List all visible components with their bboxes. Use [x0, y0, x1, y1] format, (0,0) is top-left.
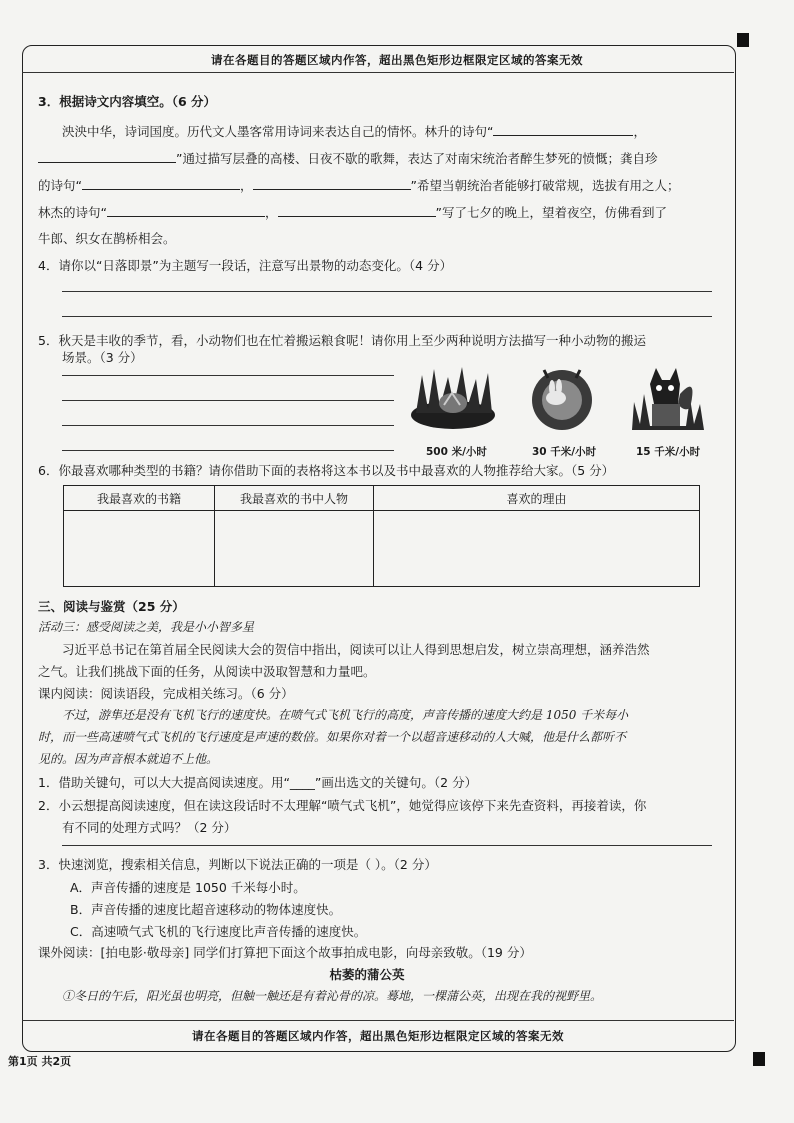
table-header-book: 我最喜欢的书籍 [64, 486, 215, 511]
table-header-row [64, 486, 700, 511]
q3-line4-c: ”写了七夕的晚上，望着夜空，仿佛看到了 [435, 205, 667, 220]
q3-line2 [38, 149, 657, 167]
q6-title: 6．你最喜欢哪种类型的书籍？请你借助下面的表格将这本书以及书中最喜欢的人物推荐给大家。（5 分） [38, 463, 615, 478]
rabbit-illustration [528, 368, 596, 432]
book-recommendation-table [63, 485, 700, 587]
q3-blank-2[interactable] [38, 150, 176, 163]
reading-q2-line-2: 有不同的处理方式吗？（2 分） [62, 820, 237, 835]
table-cell-book[interactable] [64, 511, 215, 587]
reading-q1: 1．借助关键句，可以大大提高阅读速度。用“____”画出选文的关键句。（2 分） [38, 775, 478, 790]
q3-line3 [38, 176, 679, 194]
q3-blank-6[interactable] [278, 204, 436, 217]
option-a[interactable]: A．声音传播的速度是 1050 千米每小时。 [70, 880, 306, 895]
table-header-character: 我最喜欢的书中人物 [215, 486, 374, 511]
passage-line-3: 见的。因为声音根本就追不上他。 [38, 752, 219, 766]
q5-answer-line-2[interactable] [62, 400, 394, 401]
reading-q3: 3．快速浏览，搜索相关信息，判断以下说法正确的一项是（ ）。（2 分） [38, 857, 437, 872]
q3-line4-b: ， [264, 205, 278, 220]
option-b[interactable]: B．声音传播的速度比超音速移动的物体速度快。 [70, 902, 342, 917]
page-number: 第1页 共2页 [8, 1055, 72, 1068]
q3-line1 [62, 122, 646, 140]
section3-title: 三、阅读与鉴赏（25 分） [38, 599, 185, 614]
q3-line1-comma: ， [633, 124, 646, 139]
q4-title: 4．请你以“日落即景”为主题写一段话，注意写出景物的动态变化。（4 分） [38, 258, 453, 273]
header-divider [22, 72, 734, 73]
footer-notice: 请在各题目的答题区域内作答，超出黑色矩形边框限定区域的答案无效 [192, 1029, 564, 1043]
reading-q2-line-1: 2．小云想提高阅读速度，但在读这段话时不太理解“喷气式飞机”，她觉得应该停下来先查资料，再接着读，你 [38, 798, 647, 813]
q3-line3-c: ”希望当朝统治者能够打破常规，选拔有用之人； [410, 178, 680, 193]
intro-line-2: 之气。让我们挑战下面的任务，从阅读中汲取智慧和力量吧。 [38, 664, 376, 679]
intro-line-1: 习近平总书记在第首届全民阅读大会的贺信中指出，阅读可以让人得到思想启发，树立崇高理想，涵养浩然 [62, 642, 650, 657]
q3-title: 3．根据诗文内容填空。（6 分） [38, 94, 216, 109]
q3-blank-5[interactable] [107, 204, 265, 217]
footer-divider [22, 1020, 734, 1021]
q3-line5: 牛郎、织女在鹊桥相会。 [38, 231, 176, 246]
header-notice: 请在各题目的答题区域内作答，超出黑色矩形边框限定区域的答案无效 [211, 53, 583, 67]
option-c[interactable]: C．高速喷气式飞机的飞行速度比声音传播的速度快。 [70, 924, 367, 939]
outclass-reading-title: 课外阅读：[拍电影·敬母亲] 同学们打算把下面这个故事拍成电影，向母亲致敬。（19 分） [38, 945, 532, 960]
story-title: 枯萎的蒲公英 [329, 967, 405, 982]
q3-line3-a: 的诗句“ [38, 178, 82, 193]
passage-line-1: 不过，游隼还是没有飞机飞行的速度快。在喷气式飞机飞行的高度，声音传播的速度大约是 1050 千米每小 [62, 708, 629, 722]
grass-bush-illustration [408, 365, 498, 430]
table-cell-character[interactable] [215, 511, 374, 587]
speed-label-1: 500 米/小时 [426, 446, 487, 458]
story-line-1: ①冬日的午后，阳光虽也明亮，但触一触还是有着沁骨的凉。蓦地，一棵蒲公英，出现在我的视野里。 [62, 989, 603, 1003]
q4-answer-line-1[interactable] [62, 291, 712, 292]
passage-line-2: 时，而一些高速喷气式飞机的飞行速度是声速的数倍。如果你对着一个以超音速移动的人大喊，他是什么都听不 [38, 730, 627, 744]
q5-title-2: 场景。（3 分） [62, 350, 143, 365]
q3-line2-text: ”通过描写层叠的高楼、日夜不歇的歌舞，表达了对南宋统治者醉生梦死的愤慨；龚自珍 [176, 151, 658, 166]
q3-line4 [38, 203, 667, 221]
corner-marker-bottom-right [753, 1052, 765, 1066]
q3-blank-3[interactable] [82, 177, 240, 190]
squirrel-illustration [628, 364, 708, 432]
q5-answer-line-1[interactable] [62, 375, 394, 376]
q4-answer-line-2[interactable] [62, 316, 712, 317]
q5-answer-line-4[interactable] [62, 450, 394, 451]
inclass-reading-title: 课内阅读：阅读语段，完成相关练习。（6 分） [38, 686, 294, 701]
corner-marker-top-right [737, 33, 749, 47]
table-cell-reason[interactable] [374, 511, 700, 587]
q3-blank-1[interactable] [493, 123, 633, 136]
table-answer-row [64, 511, 700, 587]
speed-label-3: 15 千米/小时 [636, 446, 701, 458]
table-header-reason: 喜欢的理由 [374, 486, 700, 511]
q5-answer-line-3[interactable] [62, 425, 394, 426]
speed-label-2: 30 千米/小时 [532, 446, 597, 458]
q3-blank-4[interactable] [253, 177, 411, 190]
q3-line4-a: 林杰的诗句“ [38, 205, 107, 220]
activity-title: 活动三：感受阅读之美，我是小小智多星 [38, 620, 255, 634]
q3-line3-b: ， [239, 178, 253, 193]
q3-line1-text: 泱泱中华，诗词国度。历代文人墨客常用诗词来表达自己的情怀。林升的诗句“ [62, 124, 494, 139]
q2-answer-line[interactable] [62, 845, 712, 846]
q5-title: 5．秋天是丰收的季节，看，小动物们也在忙着搬运粮食呢！请你用上至少两种说明方法描写一种小动物的搬运 [38, 333, 646, 348]
